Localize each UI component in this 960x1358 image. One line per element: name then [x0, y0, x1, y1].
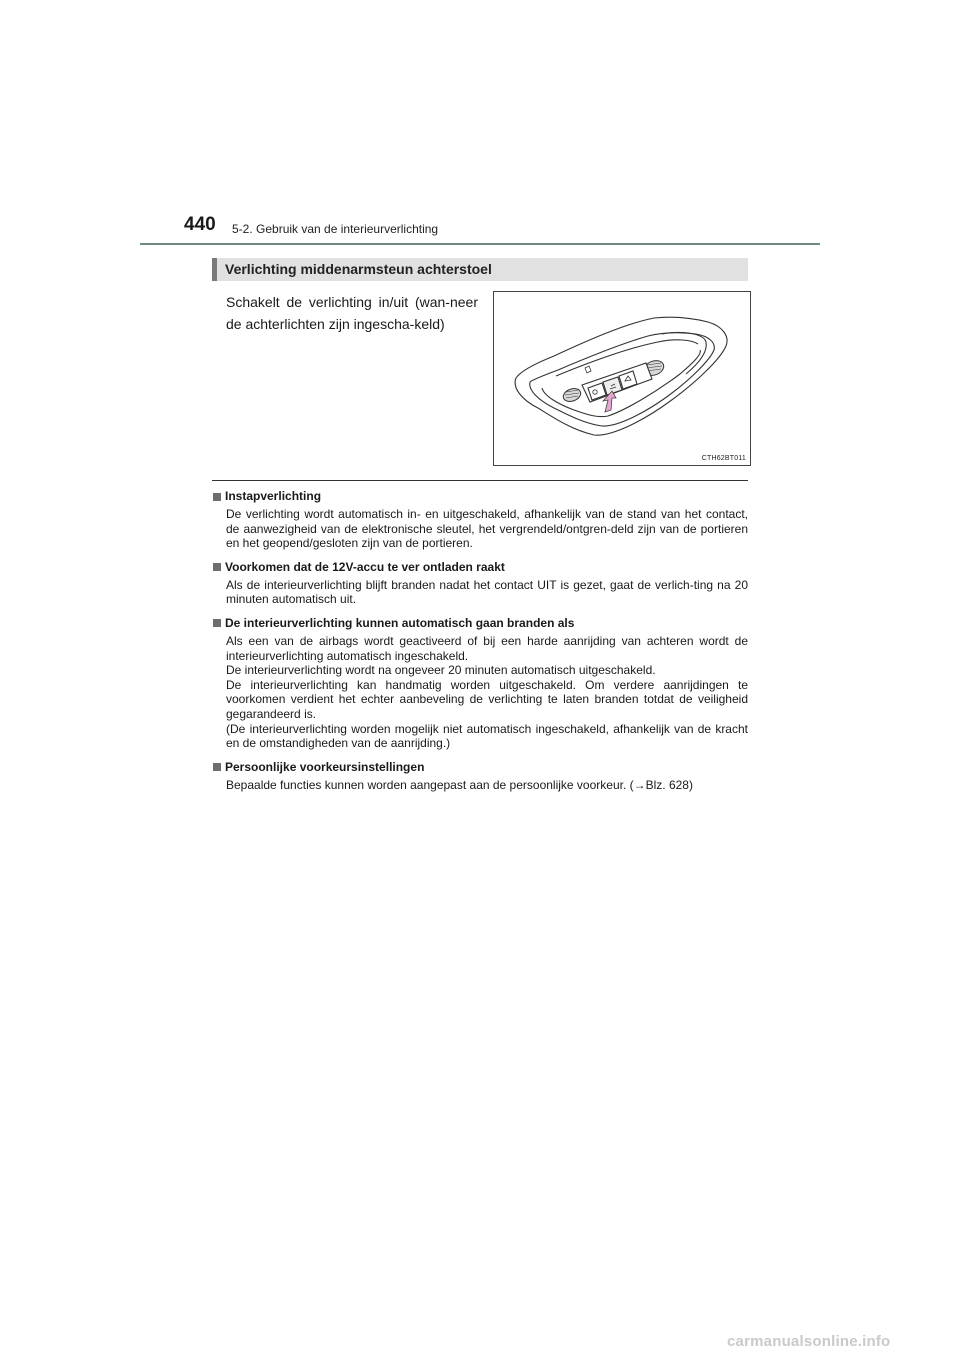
note-title: Persoonlijke voorkeursinstellingen	[225, 759, 425, 774]
note-accu	[212, 560, 748, 607]
note-paragraph: De interieurverlichting kan handmatig worden uitgeschakeld. Om verdere aanrijdingen te voorkomen verdient het echter aanbeveling de verlichting te laten branden totdat de veiligheid gegarandeerd is.	[226, 677, 748, 721]
note-instapverlichting	[212, 489, 748, 551]
section-title: Verlichting middenarmsteun achterstoel	[225, 261, 492, 277]
note-body	[212, 634, 748, 751]
note-automatisch-branden	[212, 616, 748, 751]
note-paragraph: Bepaalde functies kunnen worden aangepast aan de persoonlijke voorkeur. (→Blz. 628)	[226, 777, 693, 792]
square-bullet-icon	[213, 619, 221, 627]
note-heading	[212, 489, 748, 504]
square-bullet-icon	[213, 493, 221, 501]
square-bullet-icon	[213, 563, 221, 571]
intro-text: Schakelt de verlichting in/uit (wan-neer de achterlichten zijn ingescha-keld)	[226, 294, 478, 332]
section-divider	[212, 480, 748, 481]
overhead-console-drawing	[494, 292, 750, 465]
note-paragraph: Als een van de airbags wordt geactiveerd of bij een harde aanrijding van achteren wordt de interieurverlichting automatisch ingeschakeld.	[226, 633, 748, 663]
square-bullet-icon	[213, 763, 221, 771]
note-heading	[212, 560, 748, 575]
note-persoonlijke-voorkeur	[212, 760, 748, 793]
section-breadcrumb: 5-2. Gebruik van de interieurverlichting	[232, 222, 439, 236]
note-paragraph: De interieurverlichting wordt na ongeveer 20 minuten automatisch uitgeschakeld.	[226, 663, 656, 678]
watermark: carmanualsonline.info	[727, 1333, 891, 1350]
note-body	[212, 578, 748, 607]
note-body	[212, 778, 748, 793]
note-heading	[212, 760, 748, 775]
note-title: De interieurverlichting kunnen automatisch gaan branden als	[225, 615, 575, 630]
notes-list	[212, 489, 748, 801]
note-paragraph: Als de interieurverlichting blijft branden nadat het contact UIT is gezet, gaat de verlich-ting na 20 minuten automatisch uit.	[226, 577, 748, 607]
section-heading-bar	[212, 258, 748, 281]
note-title: Voorkomen dat de 12V-accu te ver ontladen raakt	[225, 559, 505, 574]
console-light-illustration	[493, 291, 751, 466]
note-heading	[212, 616, 748, 631]
note-title: Instapverlichting	[225, 489, 322, 503]
note-paragraph: (De interieurverlichting worden mogelijk niet automatisch ingeschakeld, afhankelijk van de kracht en de omstandigheden van de aanrijding.)	[226, 721, 748, 751]
note-body	[212, 507, 748, 551]
heading-accent	[212, 258, 217, 281]
figure-code: CTH62BT011	[701, 455, 746, 462]
page-number: 440	[184, 214, 216, 235]
header-rule	[140, 243, 820, 245]
note-paragraph: De verlichting wordt automatisch in- en uitgeschakeld, afhankelijk van de stand van het contact, de aanwezigheid van de elektronische sleutel, het vergrendeld/ontgren-deld zijn van de portieren en het geopend/gesloten zijn van de portieren.	[226, 507, 748, 551]
